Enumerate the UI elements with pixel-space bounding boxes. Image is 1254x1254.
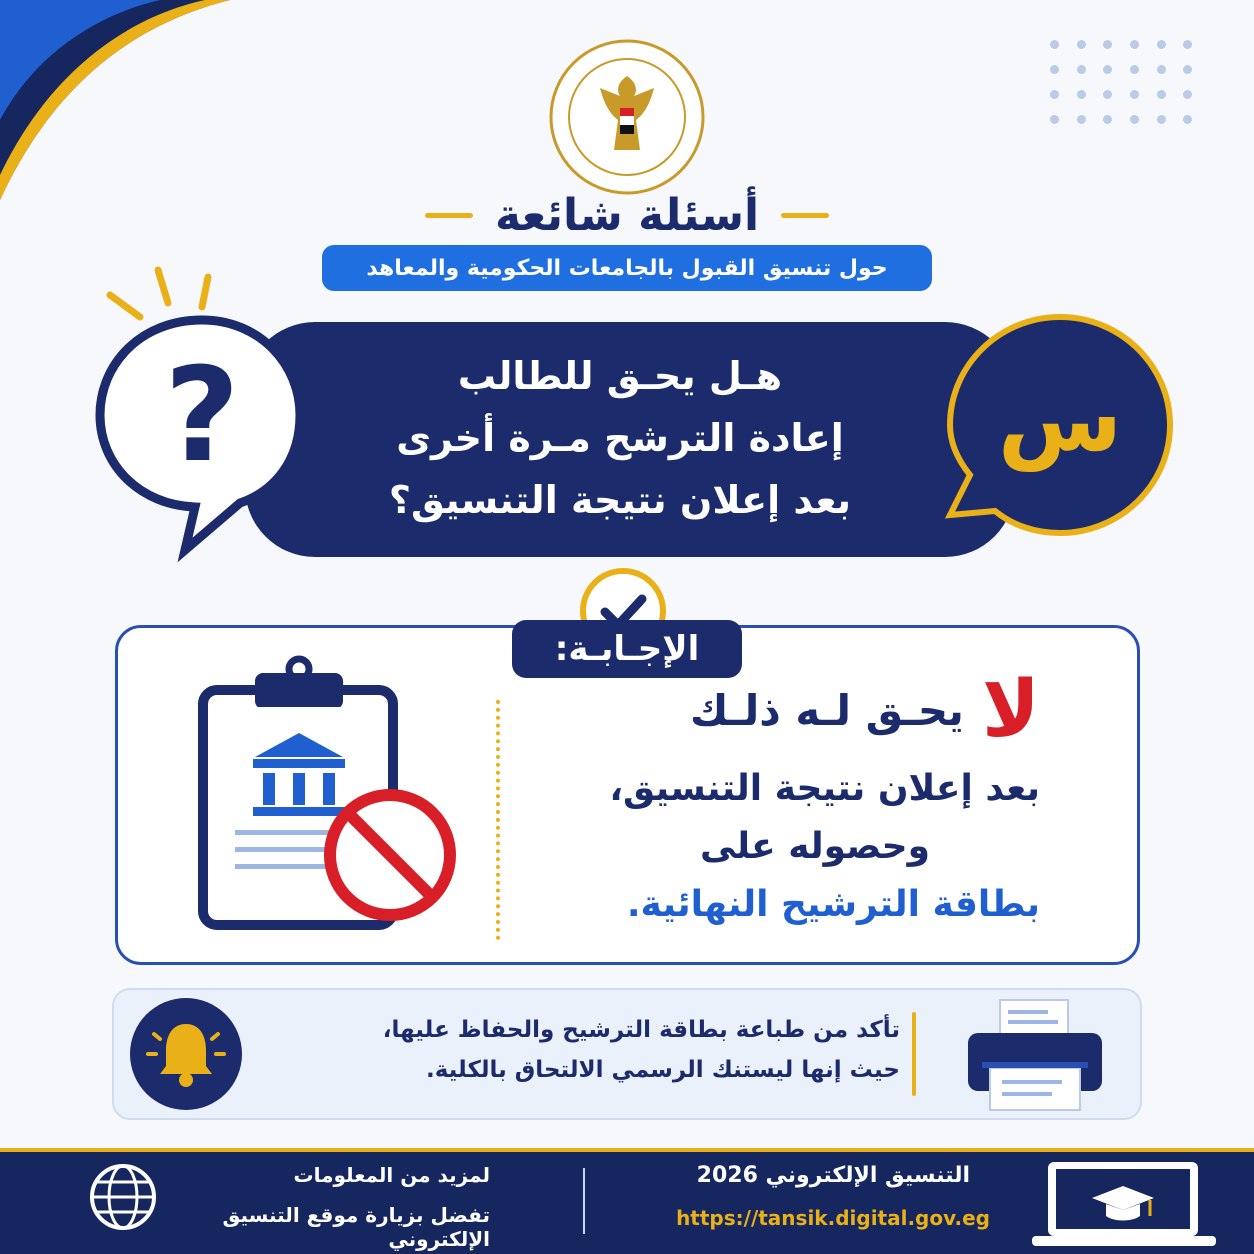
- title-block: [400, 180, 854, 250]
- printer-icon: [960, 998, 1110, 1113]
- answer-line-3: وحصوله على: [700, 826, 930, 867]
- answer-main-line: [560, 665, 1040, 755]
- question-line-1: هـل يحـق للطالب: [457, 354, 783, 398]
- answer-no: لا: [981, 665, 1040, 755]
- question-letter: س: [997, 367, 1123, 472]
- footer-separator: [583, 1168, 585, 1234]
- page-title: أسئلة شائعة: [494, 189, 760, 241]
- decorative-dots: [1050, 40, 1210, 140]
- tip-text: [300, 1010, 900, 1100]
- laptop-graduation-icon: [1026, 1158, 1226, 1250]
- clipboard-icon: [195, 655, 465, 935]
- tip-line-1: تأكد من طباعة بطاقة الترشيح والحفاظ عليها،: [382, 1017, 900, 1043]
- answer-line-4: بطاقة الترشيح النهائية.: [626, 884, 1040, 925]
- tip-separator: [912, 1012, 916, 1096]
- footer-more-line-1: لمزيد من المعلومات: [293, 1163, 490, 1187]
- title-line-right: [781, 213, 829, 218]
- seal-icon: [548, 38, 706, 196]
- question-line-2: إعادة الترشح مـرة أخرى: [396, 416, 844, 460]
- prohibited-icon: [330, 795, 450, 915]
- bell-icon: [128, 996, 244, 1112]
- tip-line-2: حيث إنها ليستنك الرسمي الالتحاق بالكلية.: [425, 1057, 900, 1083]
- subtitle-badge: حول تنسيق القبول بالجامعات الحكومية والمعاهد: [322, 245, 932, 291]
- footer-title: التنسيق الإلكتروني 2026: [696, 1163, 970, 1188]
- footer-more-line-2: تفضل بزيارة موقع التنسيق الإلكتروني: [222, 1203, 490, 1251]
- question-line-3: بعد إعلان نتيجة التنسيق؟: [388, 478, 852, 522]
- title-line-left: [425, 213, 473, 218]
- footer-url-link[interactable]: https://tansik.digital.gov.eg: [676, 1206, 990, 1230]
- answer-divider: [496, 700, 500, 940]
- question-mark-icon: ?: [164, 339, 240, 491]
- answer-details: [530, 760, 1040, 940]
- question-text: [330, 345, 910, 545]
- answer-line-1: يحـق لـه ذلـك: [690, 685, 964, 735]
- corner-swoosh: [0, 0, 260, 200]
- globe-icon: [88, 1162, 158, 1232]
- answer-line-2: بعد إعلان نتيجة التنسيق،: [609, 768, 1040, 809]
- answer-label: الإجـابـة:: [512, 620, 742, 678]
